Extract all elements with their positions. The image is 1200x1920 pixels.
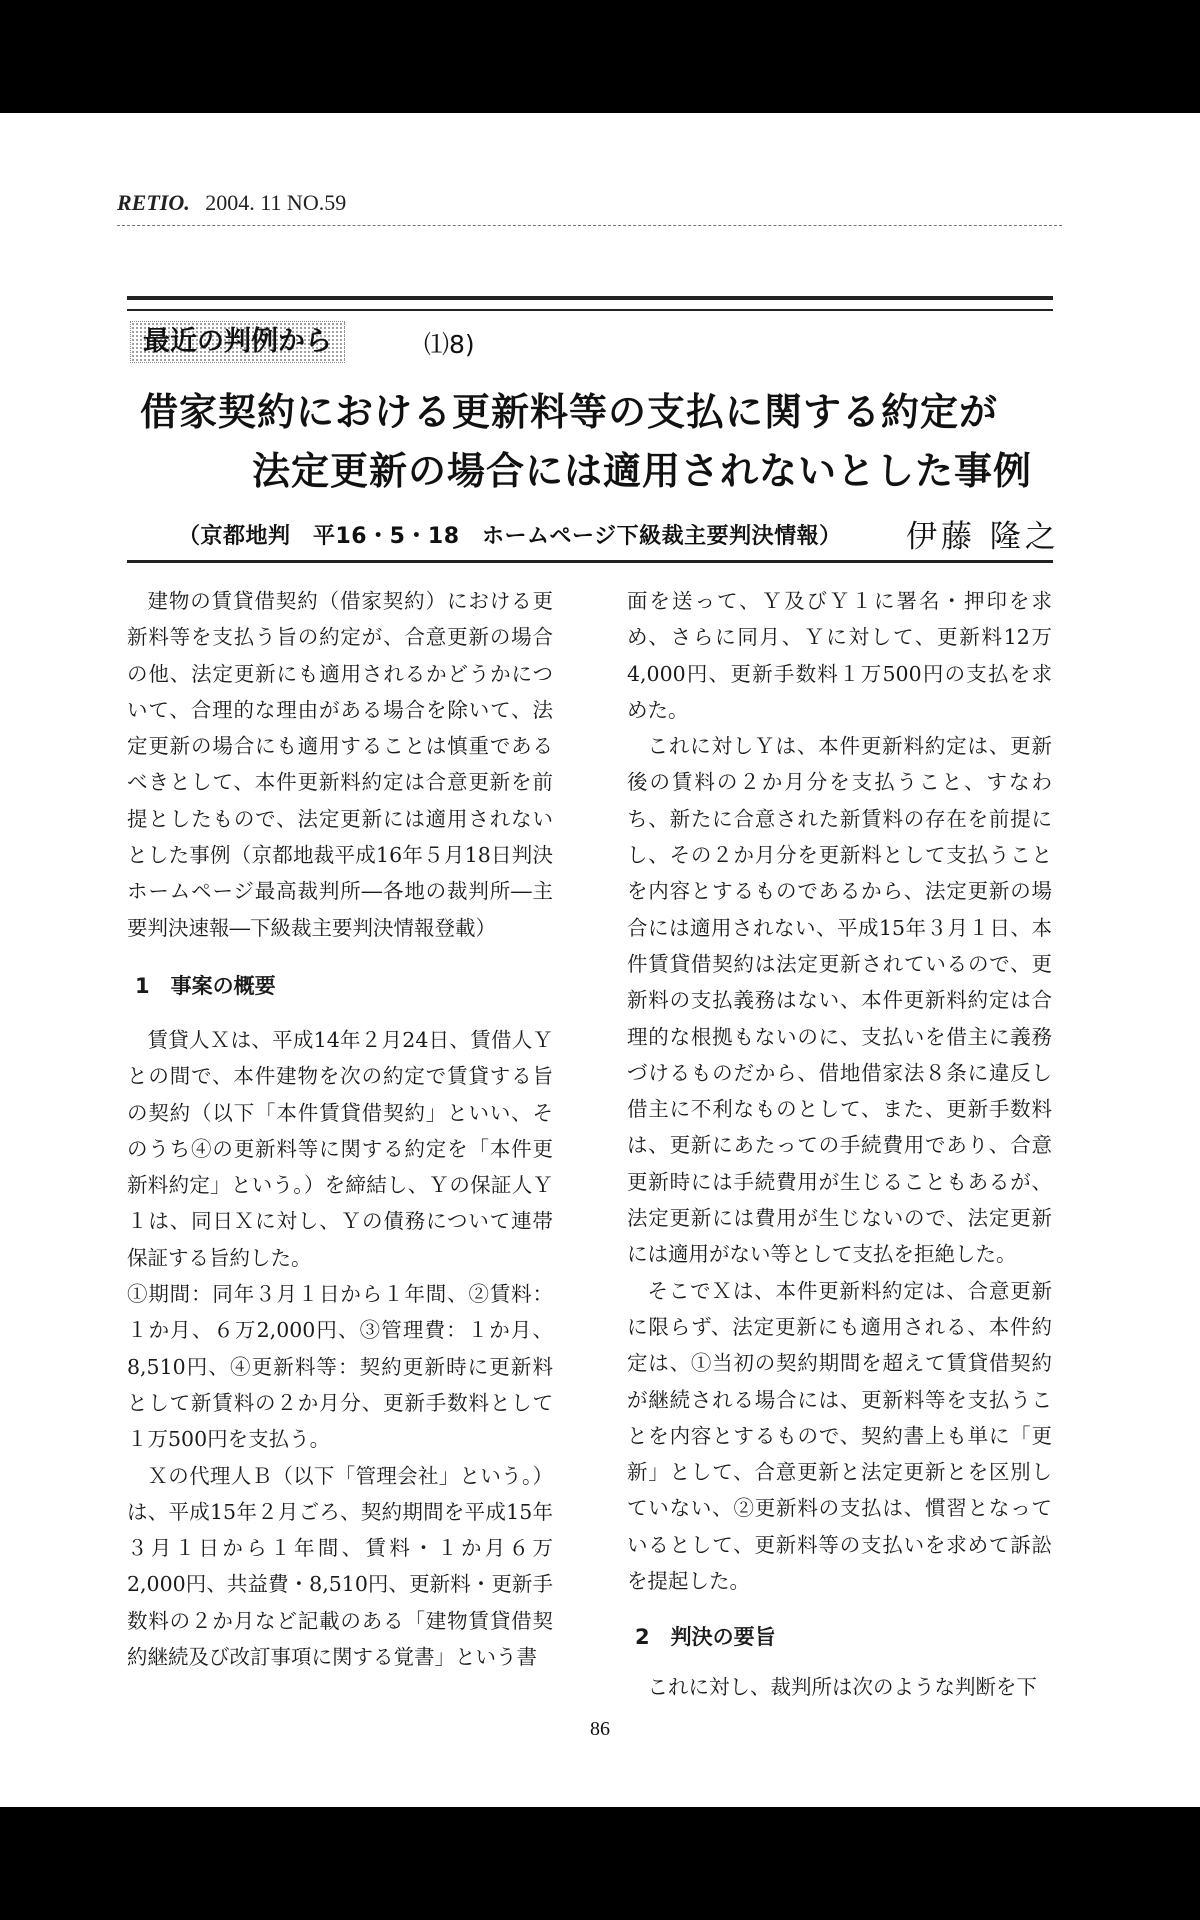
body-paragraph: 賃貸人Ｘは、平成14年２月24日、賃借人Ｙとの間で、本件建物を次の約定で賃貸する旨の契約（以下「本件賃貸借契約」といい、そのうち④の更新料等に関する約定を「本件更新料約定」という。）を締結し、Ｙの保証人Ｙ１は、同日Ｘに対し、Ｙの債務について連帯保証する旨約した。	[127, 1027, 553, 1270]
section-heading-2: 2 判決の要旨	[635, 1625, 776, 1650]
body-paragraph: これに対しＹは、本件更新料約定は、更新後の賃料の２か月分を支払うこと、すなわち、新たに合意された新賃料の存在を前提にし、その２か月分を更新料として支払うことを内容とするものであるから、法定更新の場合には適用されない、平成15年３月１日、本件賃貸借契約は法定更新されているので、更新料の支払義務はない、本件更新料約定は合理的な根拠もないのに、支払いを借主に義務づけるものだから、借地借家法８条に違反し借主に不利なものとして、また、更新手数料は、更新にあたっての手続費用であり、合意更新時には手続費用が生じることもあるが、法定更新には費用が生じないので、法定更新には適用がない等として支払を拒絶した。	[627, 734, 1052, 1267]
title-bottom-rule	[127, 560, 1053, 563]
terms-paragraph: ①期間：同年３月１日から１年間、②賃料：１か月、６万2,000円、③管理費：１か月、8,510円、④更新料等：契約更新時に更新料として新賃料の２か月分、更新手数料として１万500円を支払う。	[127, 1282, 553, 1452]
left-column	[127, 583, 553, 1675]
header-divider	[117, 225, 1062, 226]
document-page	[0, 113, 1200, 1807]
journal-issue: 2004. 11 NO.59	[205, 190, 347, 215]
journal-brand: RETIO.	[117, 190, 190, 215]
article-title-line-1: 借家契約における更新料等の支払に関する約定が	[140, 389, 999, 434]
series-label: 最近の判例から	[130, 321, 345, 363]
body-paragraph: Ｘの代理人Ｂ（以下「管理会社」という。）は、平成15年２月ごろ、契約期間を平成15年３月１日から１年間、賃料・１か月６万2,000円、共益費・8,510円、更新料・更新手数料の２か月など記載のある「建物賃貸借契約継続及び改訂事項に関する覚書」という書	[127, 1463, 553, 1670]
author-name: 伊藤 隆之	[906, 519, 1060, 555]
body-paragraph: そこでＸは、本件更新料約定は、合意更新に限らず、法定更新にも適用される、本件約定は、①当初の契約期間を超えて賃貸借契約が継続される場合には、更新料等を支払うことを内容とするもので、契約書上も単に「更新」として、合意更新と法定更新とを区別していない、②更新料の支払は、慣習となっているとして、更新料等の支払いを求めて訴訟を提起した。	[627, 1278, 1052, 1594]
page-number: 86	[590, 1718, 610, 1740]
article-title-line-2: 法定更新の場合には適用されないとした事例	[252, 448, 1033, 493]
title-top-rule	[127, 296, 1053, 311]
running-header	[117, 190, 346, 216]
case-citation: （京都地判 平16・5・18 ホームページ下級裁主要判決情報）	[178, 524, 842, 549]
right-column	[627, 583, 1052, 1706]
section-heading-1: 1 事案の概要	[135, 973, 276, 998]
series-number: ⑴8)	[424, 330, 475, 359]
body-paragraph: これに対し、裁判所は次のような判断を下	[647, 1675, 1037, 1700]
intro-paragraph: 建物の賃貸借契約（借家契約）における更新料等を支払う旨の約定が、合意更新の場合の他、法定更新にも適用されるかどうかについて、合理的な理由がある場合を除いて、法定更新の場合にも適用することは慎重であるべきとして、本件更新料約定は合意更新を前提としたもので、法定更新には適用されないとした事例（京都地裁平成16年５月18日判決ホームページ最高裁判所―各地の裁判所―主要判決速報―下級裁主要判決情報登載）	[127, 589, 553, 940]
continued-paragraph: 面を送って、Ｙ及びＹ１に署名・押印を求め、さらに同月、Ｙに対して、更新料12万4,000円、更新手数料１万500円の支払を求めた。	[627, 589, 1052, 722]
